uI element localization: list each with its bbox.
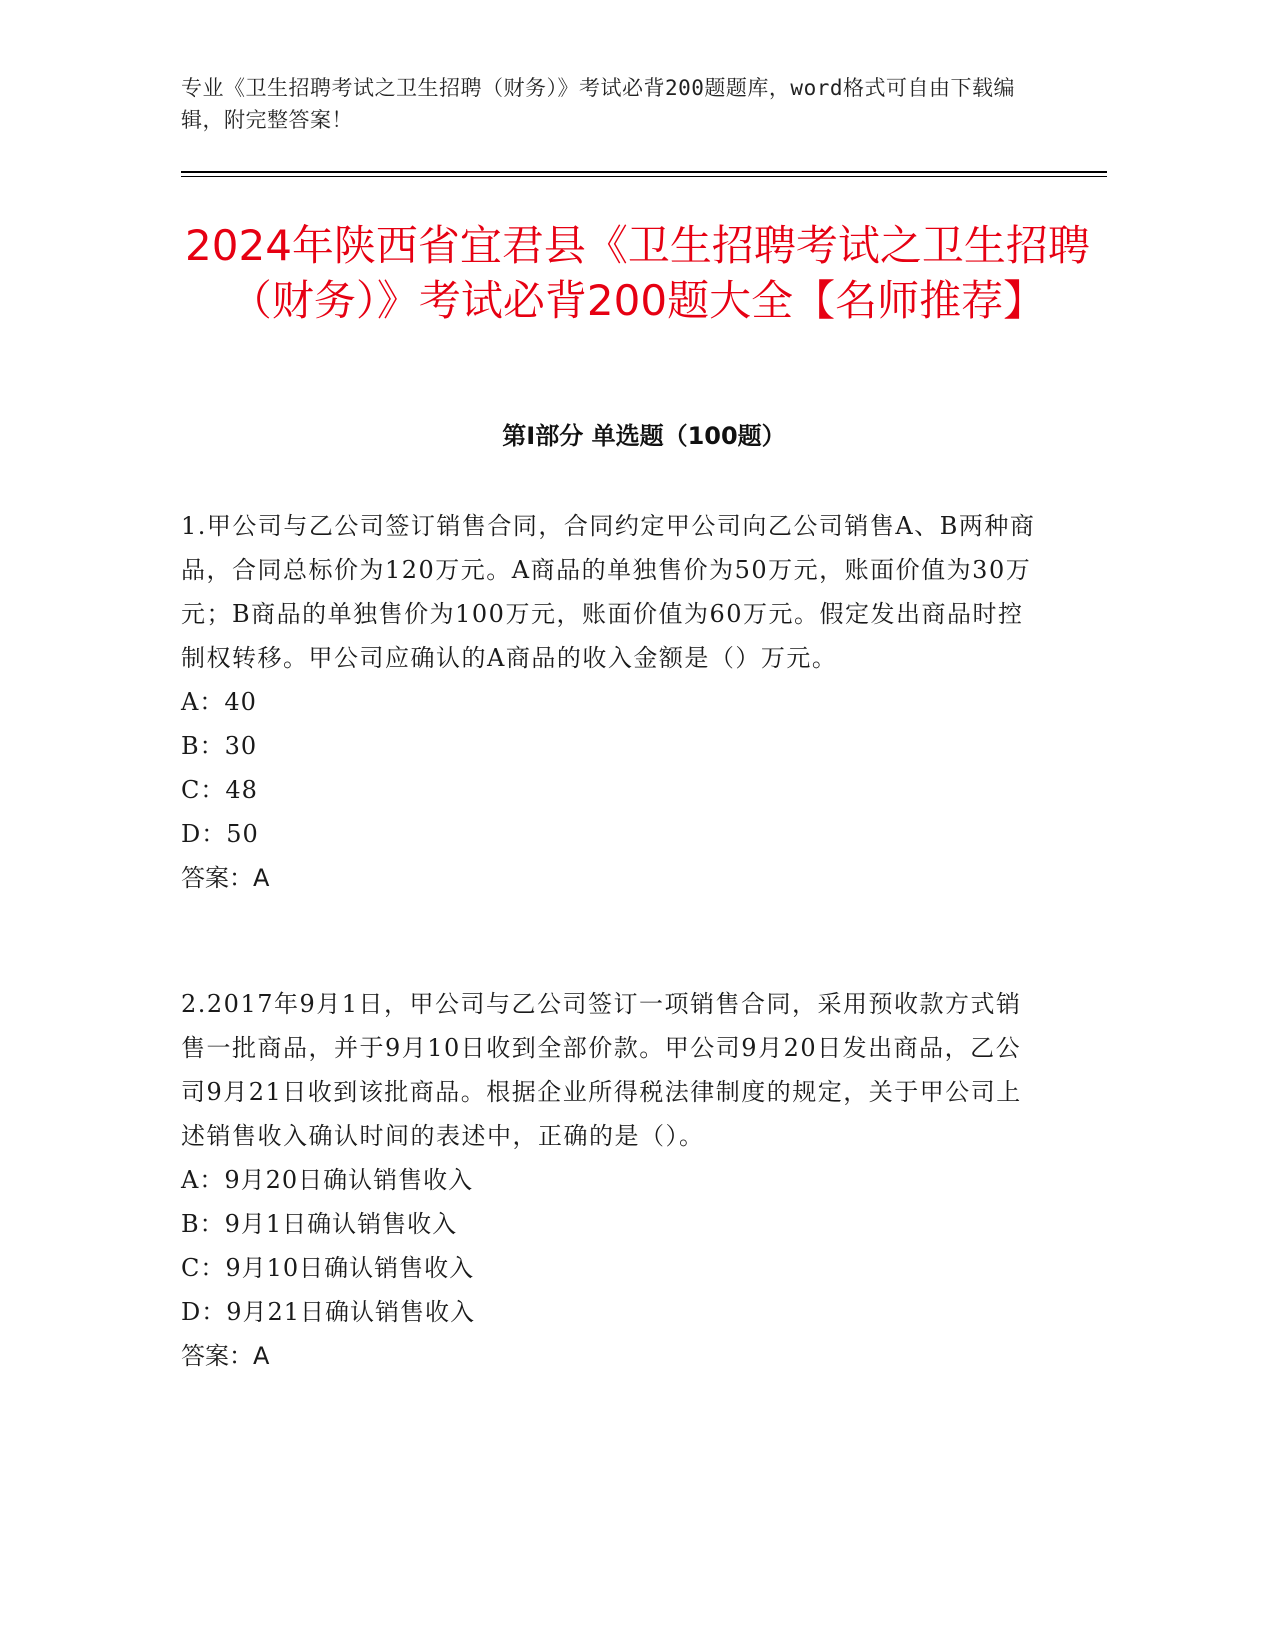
header-note: 专业《卫生招聘考试之卫生招聘（财务）》考试必背200题题库，word格式可自由下载编辑，附完整答案！ (181, 76, 1015, 132)
option-d: D：50 (181, 820, 259, 848)
option-b: B：9月1日确认销售收入 (181, 1210, 458, 1238)
option-b: B：30 (181, 732, 258, 760)
question-stem: 2.2017年9月1日，甲公司与乙公司签订一项销售合同，采用预收款方式销售一批商品，并于9月10日收到全部价款。甲公司9月20日发出商品，乙公司9月21日收到该批商品。根据企业所得税法律制度的规定，关于甲公司上述销售收入确认时间的表述中，正确的是（）。 (181, 990, 1022, 1150)
question-item (181, 504, 1041, 900)
document-title: 2024年陕西省宜君县《卫生招聘考试之卫生招聘（财务）》考试必背200题大全【名师推荐】 (185, 221, 1090, 325)
header-divider-thick (181, 171, 1107, 173)
question-stem: 1.甲公司与乙公司签订销售合同，合同约定甲公司向乙公司销售A、B两种商品，合同总标价为120万元。A商品的单独售价为50万元，账面价值为30万元；B商品的单独售价为100万元，账面价值为60万元。假定发出商品时控制权转移。甲公司应确认的A商品的收入金额是（）万元。 (181, 512, 1036, 672)
option-a: A：40 (181, 688, 257, 716)
header-divider-thin (181, 176, 1107, 177)
section-title: 第I部分 单选题（100题） (502, 422, 786, 450)
option-d: D：9月21日确认销售收入 (181, 1298, 476, 1326)
question-item (181, 982, 1041, 1378)
option-c: C：48 (181, 776, 258, 804)
answer-line: 答案：A (181, 864, 270, 892)
option-a: A：9月20日确认销售收入 (181, 1166, 474, 1194)
option-c: C：9月10日确认销售收入 (181, 1254, 475, 1282)
answer-line: 答案：A (181, 1342, 270, 1370)
